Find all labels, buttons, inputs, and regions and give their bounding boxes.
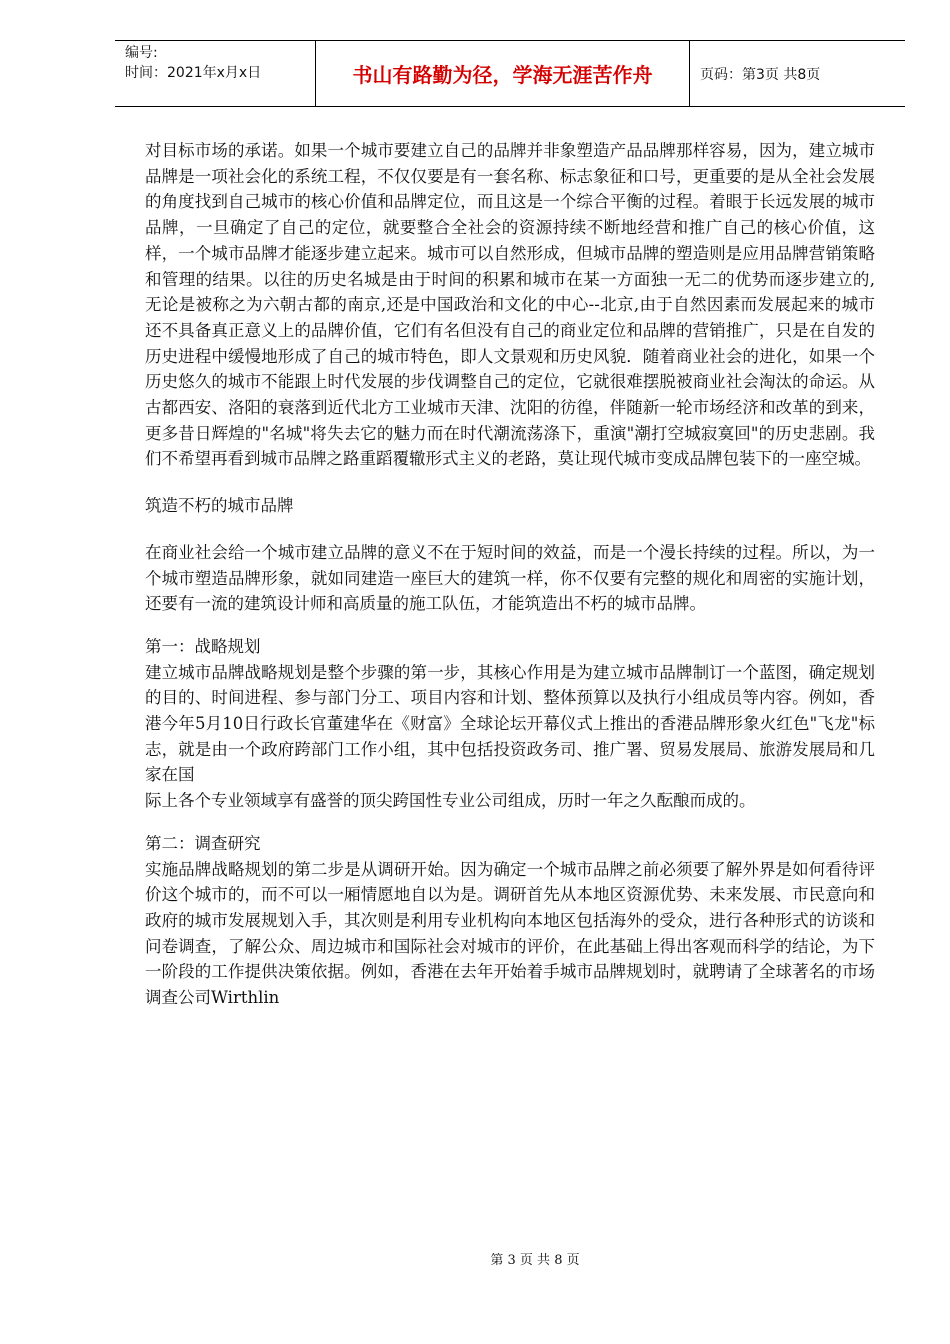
document-time-label: 时间：2021年x月x日 [125,65,262,81]
document-number-label: 编号: [125,45,158,61]
section-heading: 筑造不朽的城市品牌 [145,496,294,516]
document-body [145,138,875,1011]
body-paragraph: 实施品牌战略规划的第二步是从调研开始。因为确定一个城市品牌之前必须要了解外界是如何看待评价这个城市的，而不可以一厢情愿地自以为是。调研首先从本地区资源优势、未来发展、市民意向和政府的城市发展规划入手，其次则是利用专业机构向本地区包括海外的受众，进行各种形式的访谈和问卷调查，了解公众、周边城市和国际社会对城市的评价，在此基础上得出客观而科学的结论，为下一阶段的工作提供决策依据。例如，香港在去年开始着手城市品牌规划时，就聘请了全球著名的市场调查公司Wirthlin [145,859,875,1008]
page-footer: 第 3 页 共 8 页 [490,1253,580,1268]
body-paragraph: 对目标市场的承诺。如果一个城市要建立自己的品牌并非象塑造产品品牌那样容易，因为，建立城市品牌是一项社会化的系统工程，不仅仅要是有一套名称、标志象征和口号，更重要的是从全社会发展的角度找到自己城市的核心价值和品牌定位，而且这是一个综合平衡的过程。着眼于长远发展的城市品牌，一旦确定了自己的定位，就要整合全社会的资源持续不断地经营和推广自己的核心价值，这样，一个城市品牌才能逐步建立起来。城市可以自然形成，但城市品牌的塑造则是应用品牌营销策略和管理的结果。以往的历史名城是由于时间的积累和城市在某一方面独一无二的优势而逐步建立的,无论是被称之为六朝古都的南京,还是中国政治和文化的中心--北京,由于自然因素而发展起来的城市还不具备真正意义上的品牌价值，它们有名但没有自己的商业定位和品牌的营销推广，只是在自发的历史进程中缓慢地形成了自己的城市特色，即人文景观和历史风貌．随着商业社会的进化，如果一个历史悠久的城市不能跟上时代发展的步伐调整自己的定位，它就很难摆脱被商业社会淘汰的命运。从古都西安、洛阳的衰落到近代北方工业城市天津、沈阳的彷徨，伴随新一轮市场经济和改革的到来，更多昔日辉煌的"名城"将失去它的魅力而在时代潮流荡涤下，重演"潮打空城寂寞回"的历史悲剧。我们不希望再看到城市品牌之路重蹈覆辙形式主义的老路，莫让现代城市变成品牌包装下的一座空城。 [145,141,875,469]
header-page-info: 页码：第3页 共8页 [700,66,821,83]
header-motto: 书山有路勤为径，学海无涯苦作舟 [316,41,690,106]
header-meta [115,41,316,106]
body-paragraph: 建立城市品牌战略规划是整个步骤的第一步，其核心作用是为建立城市品牌制订一个蓝图，确定规划的目的、时间进程、参与部门分工、项目内容和计划、整体预算以及执行小组成员等内容。例如，香港今年5月10日行政长官董建华在《财富》全球论坛开幕仪式上推出的香港品牌形象火红色"飞龙"标志，就是由一个政府跨部门工作小组，其中包括投资政务司、推广署、贸易发展局、旅游发展局和几家在国 [145,662,875,785]
section-heading: 第二：调查研究 [145,833,261,853]
body-paragraph: 际上各个专业领域享有盛誉的顶尖跨国性专业公司组成，历时一年之久酝酿而成的。 [145,791,756,811]
page-header [115,40,905,107]
section-heading: 第一：战略规划 [145,636,261,656]
body-paragraph: 在商业社会给一个城市建立品牌的意义不在于短时间的效益，而是一个漫长持续的过程。所以，为一个城市塑造品牌形象，就如同建造一座巨大的建筑一样，你不仅要有完整的规化和周密的实施计划，还要有一流的建筑设计师和高质量的施工队伍，才能筑造出不朽的城市品牌。 [145,542,875,614]
